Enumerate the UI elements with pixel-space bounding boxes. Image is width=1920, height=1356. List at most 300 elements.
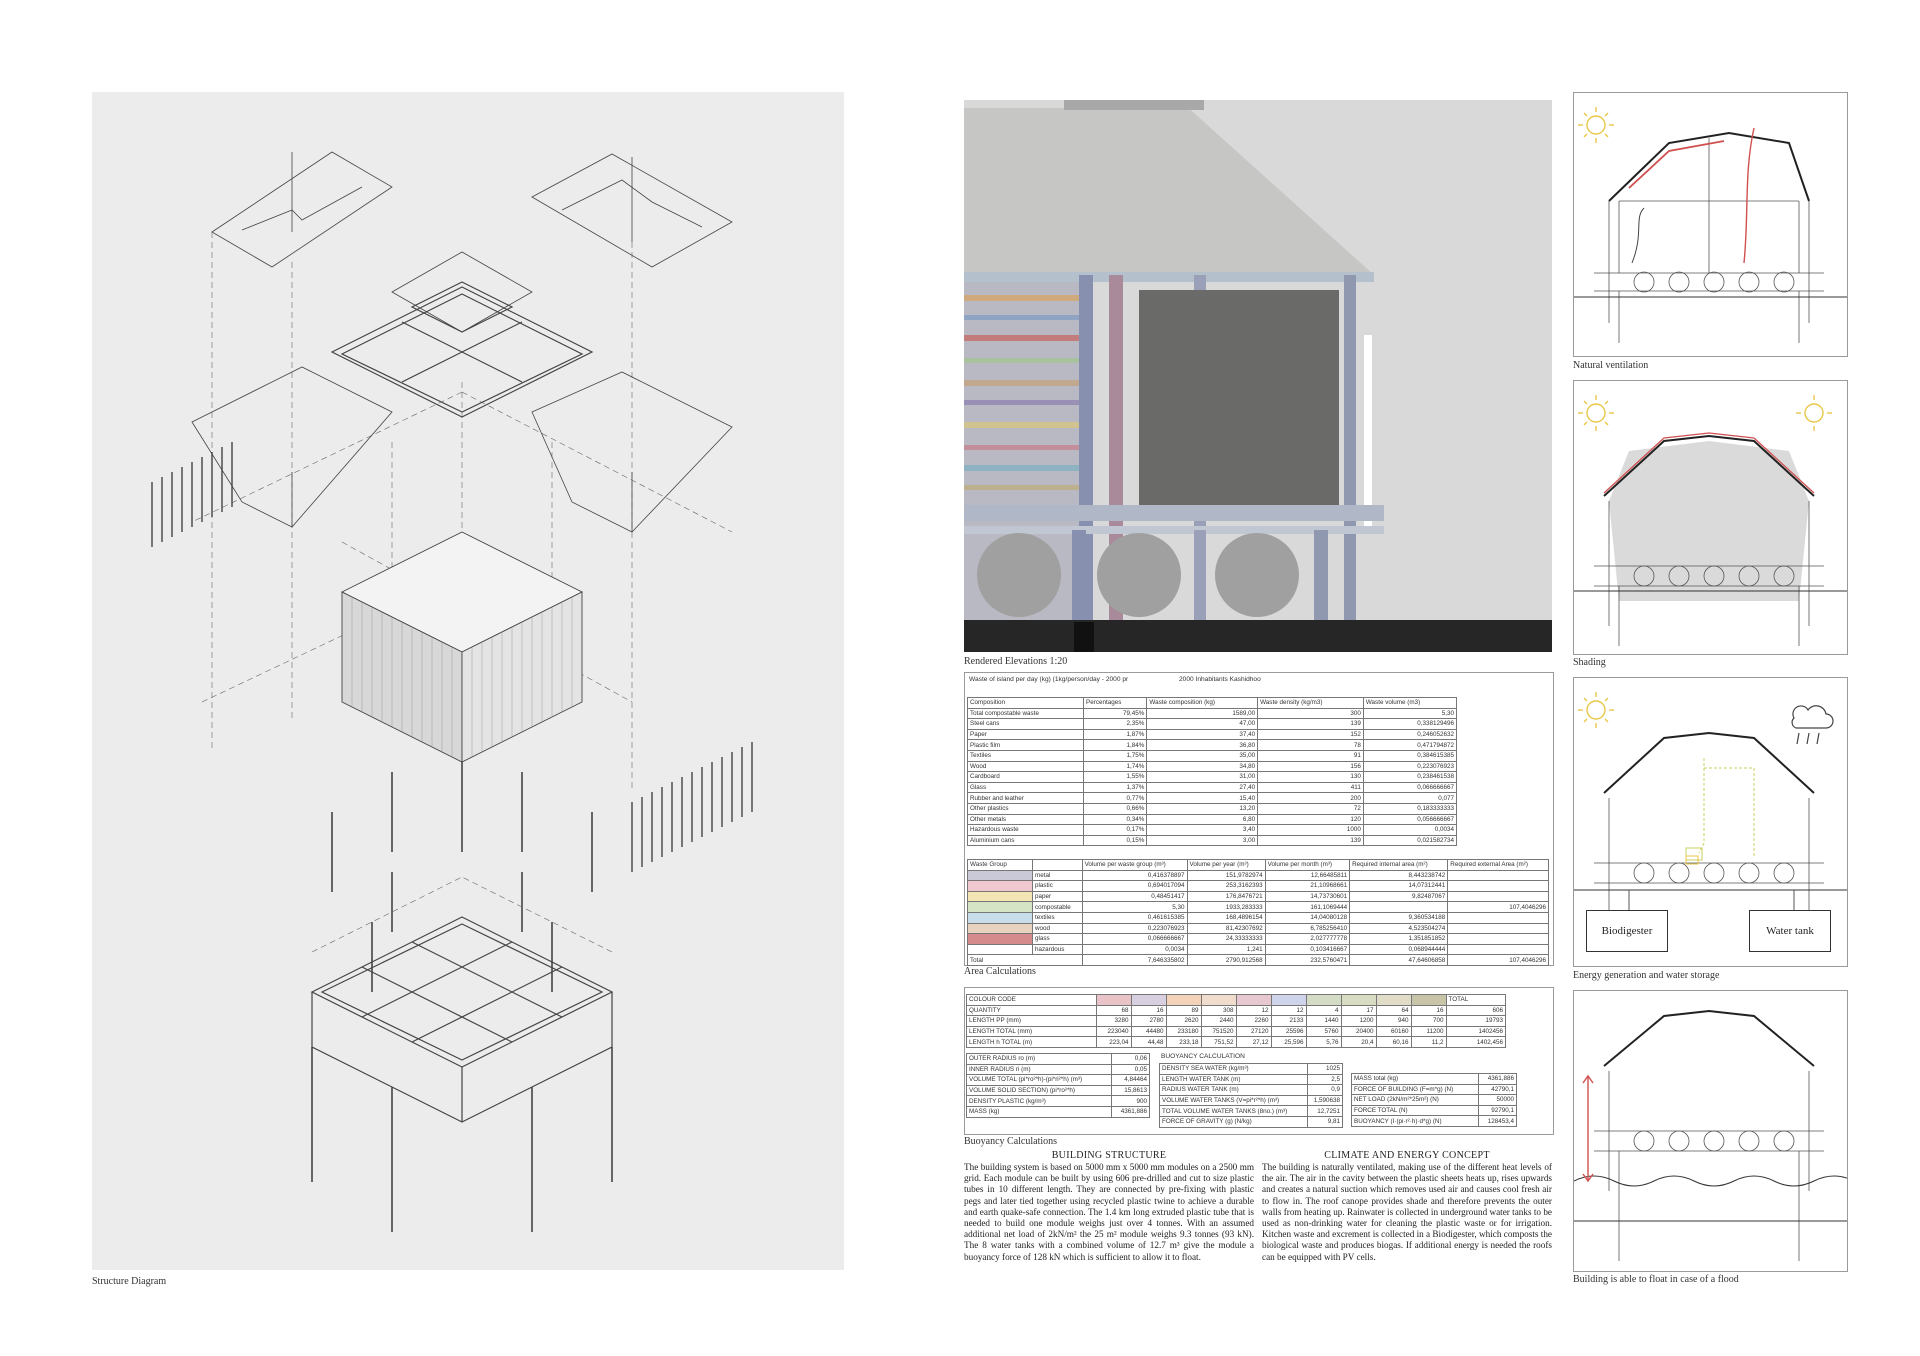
table-cell: 0,223076923 <box>1363 761 1456 772</box>
building-structure-heading: BUILDING STRUCTURE <box>1051 1150 1167 1161</box>
table-cell: 1,590638 <box>1307 1095 1342 1106</box>
table-cell: 25596 <box>1271 1026 1306 1037</box>
section-natural-ventilation <box>1573 92 1848 357</box>
table-cell: Rubber and leather <box>968 793 1084 804</box>
table-cell: 14,07312441 <box>1350 881 1448 892</box>
table-row <box>968 750 1457 761</box>
table-cell: MASS total (kg) <box>1352 1074 1479 1085</box>
table-cell: 1,75% <box>1084 750 1147 761</box>
table-cell: 9,81 <box>1307 1116 1342 1127</box>
table-cell: 900 <box>1111 1096 1149 1107</box>
table-cell: 12 <box>1236 1005 1271 1016</box>
inhabitants-label: 2000 Inhabitants Kashidhoo <box>1179 676 1261 683</box>
table-cell: 5760 <box>1306 1026 1341 1037</box>
table-header: Waste Group <box>968 860 1033 871</box>
table-cell: 0,461615385 <box>1082 912 1187 923</box>
table-cell: 13,20 <box>1147 803 1258 814</box>
table-cell: 232,5760471 <box>1265 955 1350 966</box>
table-cell: LENGTH WATER TANK (m) <box>1160 1074 1308 1085</box>
table-row <box>1352 1084 1517 1095</box>
table-cell: 8,443238742 <box>1350 870 1448 881</box>
energy-water-caption: Energy generation and water storage <box>1573 970 1720 981</box>
table-cell: 152 <box>1258 729 1364 740</box>
section-energy-water <box>1573 677 1848 967</box>
table-cell: 7,646335802 <box>1082 955 1187 966</box>
table-row <box>967 1075 1150 1086</box>
table-cell: 0,238461538 <box>1363 772 1456 783</box>
table-cell <box>1448 891 1549 902</box>
table-cell: 107,4046296 <box>1448 955 1549 966</box>
table-row <box>968 719 1457 730</box>
table-row <box>968 761 1457 772</box>
table-row <box>968 902 1549 913</box>
table-row <box>968 934 1549 945</box>
colour-swatch <box>1341 995 1376 1006</box>
table-cell: 1,241 <box>1187 944 1265 955</box>
table-cell: 0,0034 <box>1363 825 1456 836</box>
table-cell: 2,5 <box>1307 1074 1342 1085</box>
structure-diagram-panel <box>92 92 844 1270</box>
table-cell: 9,360534188 <box>1350 912 1448 923</box>
table-cell: 9,82487067 <box>1350 891 1448 902</box>
table-cell: Glass <box>968 782 1084 793</box>
table-row <box>967 1005 1506 1016</box>
table-cell: 64 <box>1376 1005 1411 1016</box>
table-cell: 139 <box>1258 719 1364 730</box>
flood-section-drawing <box>1574 991 1847 1271</box>
table-header: Composition <box>968 698 1084 709</box>
table-cell: 11200 <box>1411 1026 1446 1037</box>
table-cell: 1,37% <box>1084 782 1147 793</box>
table-cell: VOLUME WATER TANKS (V=pi*r²*h) (m³) <box>1160 1095 1308 1106</box>
table-row <box>968 825 1457 836</box>
table-cell <box>1448 881 1549 892</box>
table-cell: 72 <box>1258 803 1364 814</box>
table-cell: 128453,4 <box>1478 1116 1516 1127</box>
table-cell: 5,30 <box>1082 902 1187 913</box>
colour-swatch <box>1166 995 1201 1006</box>
table-cell <box>1350 902 1448 913</box>
waste-group-table <box>967 859 1549 966</box>
waste-title: Waste of island per day (kg) (1kg/person/day - 2000 pr <box>969 676 1129 683</box>
table-cell: 35,00 <box>1147 750 1258 761</box>
table-cell: 0,15% <box>1084 835 1147 846</box>
table-cell: 0,246052632 <box>1363 729 1456 740</box>
table-cell: 0,471794872 <box>1363 740 1456 751</box>
table-cell: 0,06 <box>1111 1054 1149 1065</box>
colour-swatch <box>968 870 1033 881</box>
natural-ventilation-caption: Natural ventilation <box>1573 360 1649 371</box>
table-header: Required internal area (m²) <box>1350 860 1448 871</box>
colour-swatch <box>1201 995 1236 1006</box>
table-cell: 20400 <box>1341 1026 1376 1037</box>
table-cell: 1440 <box>1306 1016 1341 1027</box>
table-cell: 68 <box>1096 1005 1131 1016</box>
table-cell: 19793 <box>1446 1016 1505 1027</box>
table-row <box>1160 1116 1343 1127</box>
table-cell: 3,40 <box>1147 825 1258 836</box>
table-cell: Steel cans <box>968 719 1084 730</box>
table-cell: 0,384615385 <box>1363 750 1456 761</box>
table-row <box>968 729 1457 740</box>
table-cell: 940 <box>1376 1016 1411 1027</box>
table-row <box>968 944 1549 955</box>
water-tank-box: Water tank <box>1749 910 1831 952</box>
table-header <box>1033 860 1083 871</box>
ventilation-section-drawing <box>1574 93 1847 356</box>
colour-swatch <box>968 912 1033 923</box>
structure-diagram-caption: Structure Diagram <box>92 1276 167 1287</box>
table-cell: 1589,00 <box>1147 708 1258 719</box>
table-cell: QUANTITY <box>967 1005 1097 1016</box>
colour-swatch <box>968 891 1033 902</box>
table-cell: DENSITY SEA WATER (kg/m³) <box>1160 1064 1308 1075</box>
table-cell: glass <box>1033 934 1083 945</box>
table-cell: 21,10968661 <box>1265 881 1350 892</box>
table-cell: 4361,886 <box>1111 1106 1149 1117</box>
table-row <box>968 772 1457 783</box>
table-cell: 751520 <box>1201 1026 1236 1037</box>
table-cell: LENGTH TOTAL (mm) <box>967 1026 1097 1037</box>
table-cell: 0,34% <box>1084 814 1147 825</box>
table-row <box>968 835 1457 846</box>
table-cell: 15,40 <box>1147 793 1258 804</box>
climate-energy-text: The building is naturally ventilated, making use of the different heat levels of the air. The air in the cavity between the plastic sheets heats up, rises upwards and creates a natural suction which removes used air and causes cool fresh air to flow in. The roof canope provides shade and therefore prevents the outer walls from heating up. Rainwater is collected in underground water tanks to be used as non-drinking water for cleaning the plastic waste or for irrigation. Kitchen waste and excrement is collected in a Biodigester, which composts the biological waste and produces biogas. If additional energy is needed the roofs can be equipped with PV cells. <box>1262 1162 1552 1262</box>
table-cell: 1200 <box>1341 1016 1376 1027</box>
table-cell: 50000 <box>1478 1095 1516 1106</box>
table-cell: 11,2 <box>1411 1037 1446 1048</box>
table-row <box>968 708 1457 719</box>
table-cell: 42790,1 <box>1478 1084 1516 1095</box>
table-row <box>967 1085 1150 1096</box>
table-cell: Paper <box>968 729 1084 740</box>
table-cell: 4361,886 <box>1478 1074 1516 1085</box>
table-row <box>1160 1085 1343 1096</box>
table-cell: 0,05 <box>1111 1064 1149 1075</box>
table-cell <box>1448 944 1549 955</box>
table-cell: 81,42307692 <box>1187 923 1265 934</box>
table-cell: 78 <box>1258 740 1364 751</box>
table-cell: 47,64606858 <box>1350 955 1448 966</box>
table-cell: 1,55% <box>1084 772 1147 783</box>
table-row <box>968 740 1457 751</box>
table-cell: 17 <box>1341 1005 1376 1016</box>
table-cell: 200 <box>1258 793 1364 804</box>
colour-swatch <box>1306 995 1341 1006</box>
table-cell: 3,00 <box>1147 835 1258 846</box>
table-cell: 44480 <box>1131 1026 1166 1037</box>
table-cell: RADIUS WATER TANK (m) <box>1160 1085 1308 1096</box>
buoyancy-table <box>1159 1063 1343 1128</box>
colour-code-table <box>966 994 1506 1048</box>
table-cell: 0,0034 <box>1082 944 1187 955</box>
shading-section-drawing <box>1574 381 1847 654</box>
waste-composition-table <box>967 697 1457 846</box>
table-cell: OUTER RADIUS ro (m) <box>967 1054 1112 1065</box>
table-cell: 0,48451417 <box>1082 891 1187 902</box>
table-cell: 4,523504274 <box>1350 923 1448 934</box>
table-cell: 0,694017094 <box>1082 881 1187 892</box>
buoyancy-calculations-frame <box>964 987 1554 1135</box>
table-cell: 2440 <box>1201 1016 1236 1027</box>
table-cell: Aluminium cans <box>968 835 1084 846</box>
colour-swatch <box>1271 995 1306 1006</box>
table-cell: INNER RADIUS ri (m) <box>967 1064 1112 1075</box>
table-row <box>1352 1116 1517 1127</box>
table-header: Required external Area (m²) <box>1448 860 1549 871</box>
table-cell: BUOYANCY (I·(pi·r²·h)·d*g) (N) <box>1352 1116 1479 1127</box>
table-row <box>968 870 1549 881</box>
table-cell: 300 <box>1258 708 1364 719</box>
table-cell: LENGTH PP (mm) <box>967 1016 1097 1027</box>
table-total-row <box>968 955 1549 966</box>
table-cell: 253,3162393 <box>1187 881 1265 892</box>
table-cell: 44,48 <box>1131 1037 1166 1048</box>
table-cell: 0,077 <box>1363 793 1456 804</box>
table-cell: Plastic film <box>968 740 1084 751</box>
table-cell: 233180 <box>1166 1026 1201 1037</box>
colour-swatch <box>1411 995 1446 1006</box>
table-cell: 2620 <box>1166 1016 1201 1027</box>
table-cell: 4 <box>1306 1005 1341 1016</box>
table-header: Waste density (kg/m3) <box>1258 698 1364 709</box>
table-cell: 0,068944444 <box>1350 944 1448 955</box>
table-cell: 89 <box>1166 1005 1201 1016</box>
table-cell: 700 <box>1411 1016 1446 1027</box>
colour-swatch <box>968 923 1033 934</box>
table-cell: 0,021582734 <box>1363 835 1456 846</box>
area-calculations-caption: Area Calculations <box>964 966 1036 977</box>
table-cell: textiles <box>1033 912 1083 923</box>
table-cell: Hazardous waste <box>968 825 1084 836</box>
table-cell: 1,87% <box>1084 729 1147 740</box>
table-cell: 168,4896154 <box>1187 912 1265 923</box>
table-cell: 0,066666667 <box>1363 782 1456 793</box>
elevation-caption: Rendered Elevations 1:20 <box>964 656 1068 667</box>
table-cell: 1,351851852 <box>1350 934 1448 945</box>
table-header: Volume per year (m³) <box>1187 860 1265 871</box>
table-cell: 0,066666667 <box>1082 934 1187 945</box>
section-flood <box>1573 990 1848 1272</box>
table-cell: FORCE OF BUILDING (F=m*g) (N) <box>1352 1084 1479 1095</box>
building-structure-text: The building system is based on 5000 mm x 5000 mm modules on a 2500 mm grid. Each module can be built by using 606 pre-drilled and cut to size plastic tubes in 10 different length. They are connected by pre-fixing with plastic pegs and later tied together using recycled plastic twine to achieve a durable and earth quake-safe connection. The 1.4 km long extruded plastic tube that is needed to build one module weighs just over 4 tonnes. With an assumed additional net load of 2kN/m² the 25 m² module weighs 9.3 tonnes (93 kN). The 8 water tanks with a combined volume of 12.7 m³ give the module a buoyancy force of 128 kN which is sufficient to allow it to float. <box>964 1162 1254 1262</box>
table-cell: Other metals <box>968 814 1084 825</box>
table-cell: 1,84% <box>1084 740 1147 751</box>
table-cell: 27,12 <box>1236 1037 1271 1048</box>
table-cell: 27,40 <box>1147 782 1258 793</box>
table-row <box>968 814 1457 825</box>
section-shading <box>1573 380 1848 655</box>
flood-caption: Building is able to float in case of a flood <box>1573 1274 1739 1285</box>
table-row <box>968 782 1457 793</box>
table-cell: 120 <box>1258 814 1364 825</box>
table-row <box>967 1096 1150 1107</box>
table-cell: 2790,912568 <box>1187 955 1265 966</box>
table-row <box>968 803 1457 814</box>
table-cell: Other plastics <box>968 803 1084 814</box>
table-cell: 16 <box>1131 1005 1166 1016</box>
table-cell: 25,596 <box>1271 1037 1306 1048</box>
table-cell: 24,33333333 <box>1187 934 1265 945</box>
table-row <box>967 1106 1150 1117</box>
table-cell: 139 <box>1258 835 1364 846</box>
table-row <box>967 1064 1150 1075</box>
table-row <box>1160 1064 1343 1075</box>
table-cell: FORCE OF GRAVITY (g) (N/kg) <box>1160 1116 1308 1127</box>
table-cell: 0,416378897 <box>1082 870 1187 881</box>
table-row <box>967 1037 1506 1048</box>
table-cell: 60160 <box>1376 1026 1411 1037</box>
biodigester-box: Biodigester <box>1586 910 1668 952</box>
table-cell: TOTAL <box>1446 995 1505 1006</box>
table-cell: 15,8613 <box>1111 1085 1149 1096</box>
colour-swatch <box>1096 995 1131 1006</box>
table-cell: 223040 <box>1096 1026 1131 1037</box>
table-cell <box>1448 870 1549 881</box>
buoyancy-table-title: BUOYANCY CALCULATION <box>1161 1053 1245 1060</box>
table-cell: COLOUR CODE <box>967 995 1097 1006</box>
table-header: Waste composition (kg) <box>1147 698 1258 709</box>
table-cell: 161,1069444 <box>1265 902 1350 913</box>
table-cell <box>1448 923 1549 934</box>
table-cell: 92790,1 <box>1478 1105 1516 1116</box>
table-cell: Total <box>968 955 1083 966</box>
table-cell: 0,17% <box>1084 825 1147 836</box>
table-cell: 0,223076923 <box>1082 923 1187 934</box>
table-row <box>967 1026 1506 1037</box>
table-cell: 79,45% <box>1084 708 1147 719</box>
table-cell: 2133 <box>1271 1016 1306 1027</box>
table-cell: 1,74% <box>1084 761 1147 772</box>
table-cell: 36,80 <box>1147 740 1258 751</box>
table-header: Volume per month (m³) <box>1265 860 1350 871</box>
table-cell: 151,9782974 <box>1187 870 1265 881</box>
rendered-elevation-panel <box>964 100 1552 652</box>
exploded-axonometric-drawing <box>92 92 844 1270</box>
rendered-elevation-drawing <box>964 100 1552 652</box>
climate-energy-heading: CLIMATE AND ENERGY CONCEPT <box>1324 1150 1490 1161</box>
table-cell: 0,103416667 <box>1265 944 1350 955</box>
table-cell: paper <box>1033 891 1083 902</box>
table-header: Waste volume (m3) <box>1363 698 1456 709</box>
table-cell: 6,785256410 <box>1265 923 1350 934</box>
colour-swatch <box>1236 995 1271 1006</box>
table-cell: 233,18 <box>1166 1037 1201 1048</box>
table-cell: 0,9 <box>1307 1085 1342 1096</box>
table-cell <box>1448 912 1549 923</box>
table-cell: 0,338129496 <box>1363 719 1456 730</box>
table-cell: 4,84464 <box>1111 1075 1149 1086</box>
table-cell: FORCE TOTAL (N) <box>1352 1105 1479 1116</box>
mass-force-table <box>1351 1073 1517 1127</box>
table-cell: 34,80 <box>1147 761 1258 772</box>
table-header: Percentages <box>1084 698 1147 709</box>
table-row <box>968 923 1549 934</box>
table-cell: VOLUME TOTAL (pi*ro²*h)-(pi*ri²*h) (m³) <box>967 1075 1112 1086</box>
table-cell: 20,4 <box>1341 1037 1376 1048</box>
table-row <box>1160 1095 1343 1106</box>
colour-swatch <box>1376 995 1411 1006</box>
table-cell: DENSITY PLASTIC (kg/m³) <box>967 1096 1112 1107</box>
table-cell: 2,35% <box>1084 719 1147 730</box>
table-row <box>1160 1074 1343 1085</box>
table-cell: 176,8476721 <box>1187 891 1265 902</box>
table-cell: 2260 <box>1236 1016 1271 1027</box>
table-row <box>968 793 1457 804</box>
buoyancy-calculations-caption: Buoyancy Calculations <box>964 1136 1058 1147</box>
table-cell: 14,04080128 <box>1265 912 1350 923</box>
table-cell: 12,66485811 <box>1265 870 1350 881</box>
table-cell: 2780 <box>1131 1016 1166 1027</box>
table-cell: 156 <box>1258 761 1364 772</box>
table-cell: 0,183333333 <box>1363 803 1456 814</box>
colour-swatch <box>1131 995 1166 1006</box>
table-cell: 1000 <box>1258 825 1364 836</box>
table-cell: 14,73730601 <box>1265 891 1350 902</box>
table-cell: MASS (kg) <box>967 1106 1112 1117</box>
table-cell: 12 <box>1271 1005 1306 1016</box>
table-cell: 0,056666667 <box>1363 814 1456 825</box>
table-cell: Total compostable waste <box>968 708 1084 719</box>
shading-caption: Shading <box>1573 657 1606 668</box>
table-cell: 0,66% <box>1084 803 1147 814</box>
table-row <box>967 1054 1150 1065</box>
table-cell: 308 <box>1201 1005 1236 1016</box>
table-row <box>967 1016 1506 1027</box>
table-cell: 37,40 <box>1147 729 1258 740</box>
colour-swatch <box>968 881 1033 892</box>
colour-swatch <box>968 934 1033 945</box>
table-cell: 31,00 <box>1147 772 1258 783</box>
table-cell: 107,4046296 <box>1448 902 1549 913</box>
table-cell: 1025 <box>1307 1064 1342 1075</box>
table-cell: 5,76 <box>1306 1037 1341 1048</box>
table-cell: 27120 <box>1236 1026 1271 1037</box>
tube-radius-table <box>966 1053 1150 1118</box>
table-row <box>1352 1095 1517 1106</box>
table-cell: 16 <box>1411 1005 1446 1016</box>
table-cell: Textiles <box>968 750 1084 761</box>
table-cell: 12,7251 <box>1307 1106 1342 1117</box>
table-cell: 0,77% <box>1084 793 1147 804</box>
table-cell: TOTAL VOLUME WATER TANKS (8no.) (m³) <box>1160 1106 1308 1117</box>
table-cell: wood <box>1033 923 1083 934</box>
table-cell: 1402,456 <box>1446 1037 1505 1048</box>
colour-swatch <box>968 902 1033 913</box>
table-row <box>1352 1074 1517 1085</box>
table-cell: 91 <box>1258 750 1364 761</box>
area-calculations-frame <box>964 672 1554 966</box>
table-cell: 6,80 <box>1147 814 1258 825</box>
table-cell: VOLUME SOLID SECTION) (pi*ro²*h) <box>967 1085 1112 1096</box>
colour-swatch <box>968 944 1033 955</box>
table-cell: 3280 <box>1096 1016 1131 1027</box>
table-cell: 60,16 <box>1376 1037 1411 1048</box>
table-cell: 606 <box>1446 1005 1505 1016</box>
table-cell: 223,04 <box>1096 1037 1131 1048</box>
table-row <box>968 881 1549 892</box>
table-cell <box>1448 934 1549 945</box>
table-row <box>968 912 1549 923</box>
table-cell: Wood <box>968 761 1084 772</box>
table-cell: LENGTH h TOTAL (m) <box>967 1037 1097 1048</box>
table-row <box>1160 1106 1343 1117</box>
table-cell: 751,52 <box>1201 1037 1236 1048</box>
colour-code-row <box>967 995 1506 1006</box>
table-row <box>1352 1105 1517 1116</box>
table-cell: compostable <box>1033 902 1083 913</box>
table-row <box>968 891 1549 902</box>
